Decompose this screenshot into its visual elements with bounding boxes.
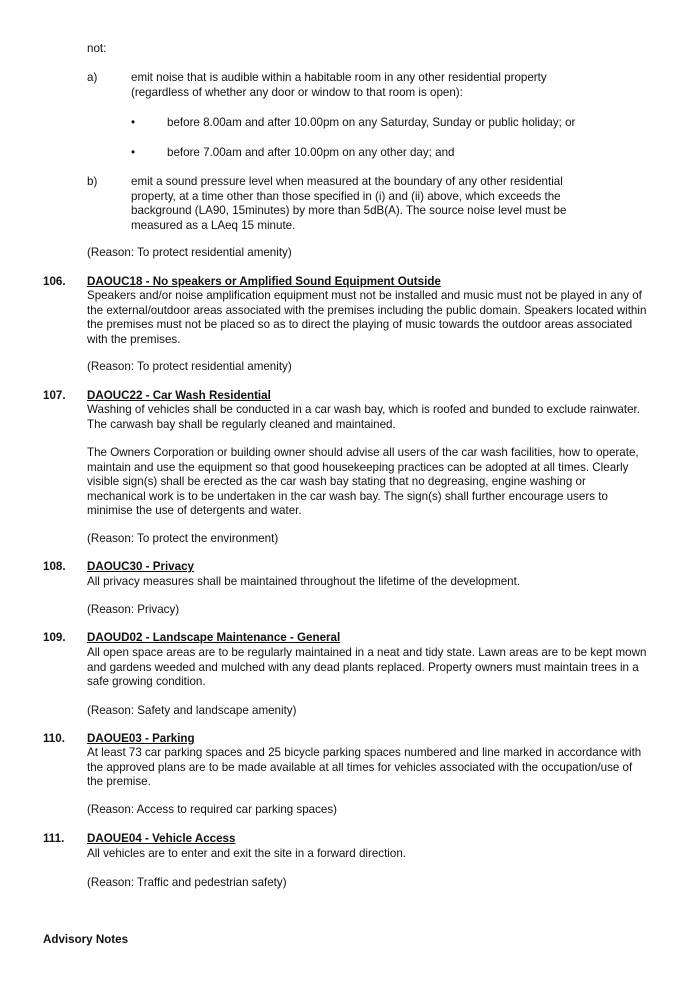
condition-paragraph: The Owners Corporation or building owner should advise all users of the car wash facilities, how to operate, maintain and use the equipment so that good housekeeping practices can be adopted at all times. Clearly visible sign(s) shall be erected as the car wash bay stating that no degreasing, engine washing or mechanical work is to be undertaken in the car wash bay. The sign(s) shall further encourage users to minimise the use of detergents and water.	[87, 446, 639, 518]
condition-number: 107.	[43, 389, 66, 402]
condition-number: 108.	[43, 560, 66, 573]
bullet-item-1: before 8.00am and after 10.00pm on any Saturday, Sunday or public holiday; or	[167, 116, 576, 129]
condition-paragraph: All privacy measures shall be maintained throughout the lifetime of the development.	[87, 575, 521, 588]
condition-reason: (Reason: Traffic and pedestrian safety)	[87, 876, 287, 889]
advisory-notes-heading: Advisory Notes	[43, 933, 129, 946]
condition-heading: DAOUD02 - Landscape Maintenance - General	[87, 631, 341, 644]
condition-reason: (Reason: To protect the environment)	[87, 532, 279, 545]
condition-heading: DAOUC22 - Car Wash Residential	[87, 389, 271, 402]
condition-paragraph: All vehicles are to enter and exit the site in a forward direction.	[87, 847, 406, 860]
condition-reason: (Reason: To protect residential amenity)	[87, 360, 292, 373]
item-a-text-line2: (regardless of whether any door or window to that room is open):	[131, 86, 463, 99]
condition-paragraph: Washing of vehicles shall be conducted in a car wash bay, which is roofed and bunded to exclude rainwater. The carwash bay shall be regularly cleaned and maintained.	[87, 403, 640, 431]
condition-number: 109.	[43, 631, 66, 644]
condition-reason: (Reason: Privacy)	[87, 603, 180, 616]
condition-number: 106.	[43, 275, 66, 288]
condition-paragraph: All open space areas are to be regularly maintained in a neat and tidy state. Lawn areas are to be kept mown and gardens weeded and mulched with any dead plants replaced. Property owners must maintain trees in a safe growing condition.	[87, 646, 647, 689]
item-a-label: a)	[87, 71, 98, 84]
condition-number: 111.	[43, 832, 65, 845]
condition-reason: (Reason: Safety and landscape amenity)	[87, 704, 297, 717]
intro-reason: (Reason: To protect residential amenity)	[87, 246, 292, 259]
bullet-icon: •	[131, 146, 136, 159]
condition-heading: DAOUC18 - No speakers or Amplified Sound Equipment Outside	[87, 275, 441, 288]
item-b-label: b)	[87, 175, 98, 188]
condition-paragraph: Speakers and/or noise amplification equipment must not be installed and music must not be played in any of the external/outdoor areas associated with the premises including the public domain. Speakers located within the premises must not be placed so as to direct the playing of music towards the outdoor areas associated with the premises.	[87, 289, 647, 346]
bullet-item-2: before 7.00am and after 10.00pm on any other day; and	[167, 146, 455, 159]
item-a-text-line1: emit noise that is audible within a habitable room in any other residential property	[131, 71, 547, 84]
condition-heading: DAOUC30 - Privacy	[87, 560, 194, 573]
item-b-text: emit a sound pressure level when measured at the boundary of any other residential property, at a time other than those specified in (i) and (ii) above, which exceeds the background (LA90, 15minutes) by more than 5dB(A). The source noise level must be measured as a LAeq 15 minute.	[131, 175, 567, 232]
bullet-icon: •	[131, 116, 136, 129]
condition-paragraph: At least 73 car parking spaces and 25 bicycle parking spaces numbered and line marked in accordance with the approved plans are to be made available at all times for vehicles associated with the occupation/use of the premise.	[87, 746, 642, 789]
condition-heading: DAOUE04 - Vehicle Access	[87, 832, 236, 845]
intro-lead: not:	[87, 42, 107, 55]
condition-heading: DAOUE03 - Parking	[87, 732, 195, 745]
condition-reason: (Reason: Access to required car parking spaces)	[87, 803, 338, 816]
condition-number: 110.	[43, 732, 65, 745]
